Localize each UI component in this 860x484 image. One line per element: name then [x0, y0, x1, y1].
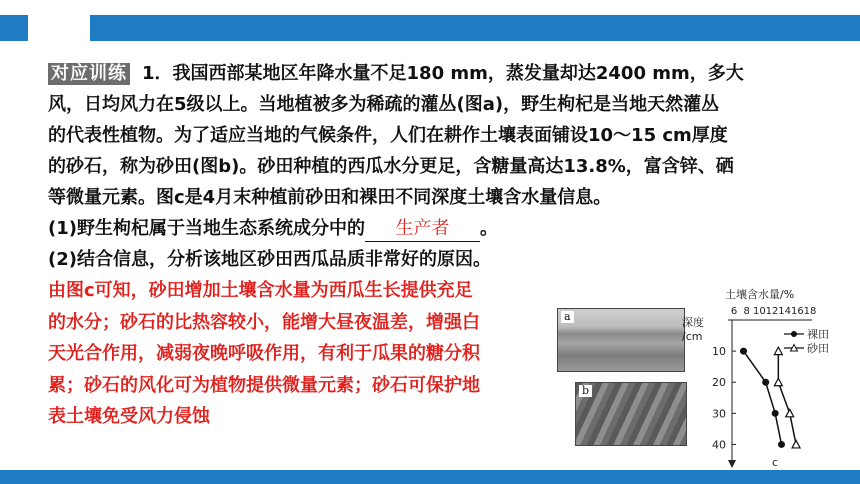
x-tick-label: 14: [778, 306, 792, 317]
practice-badge: 对应训练: [48, 63, 130, 85]
q1-suffix: 。: [479, 218, 498, 239]
question-line-5: 等微量元素。图c是4月末种植前砂田和裸田不同深度土壤含水量信息。: [48, 187, 612, 208]
chart-xlabel: 土壤含水量/%: [725, 288, 795, 301]
data-point-sand-field: [774, 347, 782, 355]
footer-bar: [0, 470, 860, 484]
x-tick-label: 6: [730, 306, 738, 317]
data-point-bare-field: [762, 379, 769, 386]
q1-answer: 生产者: [365, 217, 480, 242]
answer-line-2: 的水分；砂石的比热容较小，能增大昼夜温差，增强白: [48, 311, 480, 333]
question-text: 1．我国西部某地区年降水量不足180 mm，蒸发量却达2400 mm，多大: [142, 63, 744, 84]
q1-prefix: (1)野生枸杞属于当地生态系统成分中的: [48, 218, 365, 239]
legend-label: 砂田: [807, 342, 829, 355]
x-tick-label: 8: [743, 306, 750, 317]
x-tick-labels: [731, 306, 817, 317]
y-tick-label: 30: [712, 407, 726, 421]
chart-legend: [784, 328, 829, 355]
y-axis-arrow: [728, 460, 736, 468]
question-line-3: 的代表性植物。为了适应当地的气候条件，人们在耕作土壤表面铺设10～15 cm厚度: [48, 125, 728, 146]
answer-line-5: 表土壤免受风力侵蚀: [48, 406, 210, 427]
header-bar: [90, 15, 860, 41]
y-tick-label: 20: [712, 376, 726, 390]
chart-caption: c: [772, 456, 779, 469]
sub-question-1: [48, 213, 828, 244]
chart-ylabel-2: /cm: [682, 330, 703, 343]
figure-a-shrubland-photo: [557, 308, 685, 372]
answer-line-4: 累；砂石的风化可为植物提供微量元素；砂石可保护地: [48, 374, 480, 396]
data-point-sand-field: [774, 378, 782, 386]
chart-ylabel-1: 深度: [682, 316, 704, 329]
legend-marker-circle: [791, 331, 797, 337]
data-point-sand-field: [786, 409, 794, 416]
data-point-bare-field: [772, 410, 779, 417]
header-accent-square: [0, 15, 28, 41]
chart-series: [740, 347, 800, 448]
sub-question-2: (2)结合信息，分析该地区砂田西瓜品质非常好的原因。: [48, 249, 491, 270]
data-point-sand-field: [792, 440, 800, 448]
y-tick-label: 10: [712, 345, 726, 359]
legend-label: 裸田: [807, 328, 829, 341]
answer-line-3: 天光合作用，减弱夜晚呼吸作用，有利于瓜果的糖分积: [48, 343, 480, 364]
series-line-2: [778, 351, 796, 444]
data-point-bare-field: [778, 441, 785, 448]
x-tick-label: 12: [765, 306, 779, 317]
answer-line-1: 由图c可知，砂田增加土壤含水量为西瓜生长提供充足: [48, 280, 473, 301]
figure-b-sand-field-photo: [575, 382, 687, 446]
data-point-bare-field: [740, 348, 747, 355]
series-line-1: [744, 351, 782, 444]
question-line-2: 风，日均风力在5级以上。当地植被多为稀疏的灌丛(图a)，野生枸杞是当地天然灌丛: [48, 94, 720, 115]
figure-a-label: a: [561, 311, 574, 323]
question-line-4: 的砂石，称为砂田(图b)。砂田种植的西瓜水分更足，含糖量高达13.8%，富含锌、硒: [48, 156, 734, 177]
x-tick-label: 16: [790, 306, 804, 317]
question-line-1: [48, 58, 828, 89]
x-tick-label: 10: [752, 306, 766, 317]
figure-b-label: b: [579, 385, 592, 397]
y-tick-label: 40: [712, 438, 726, 452]
x-tick-label: 18: [803, 306, 817, 317]
soil-moisture-chart: [680, 284, 852, 470]
